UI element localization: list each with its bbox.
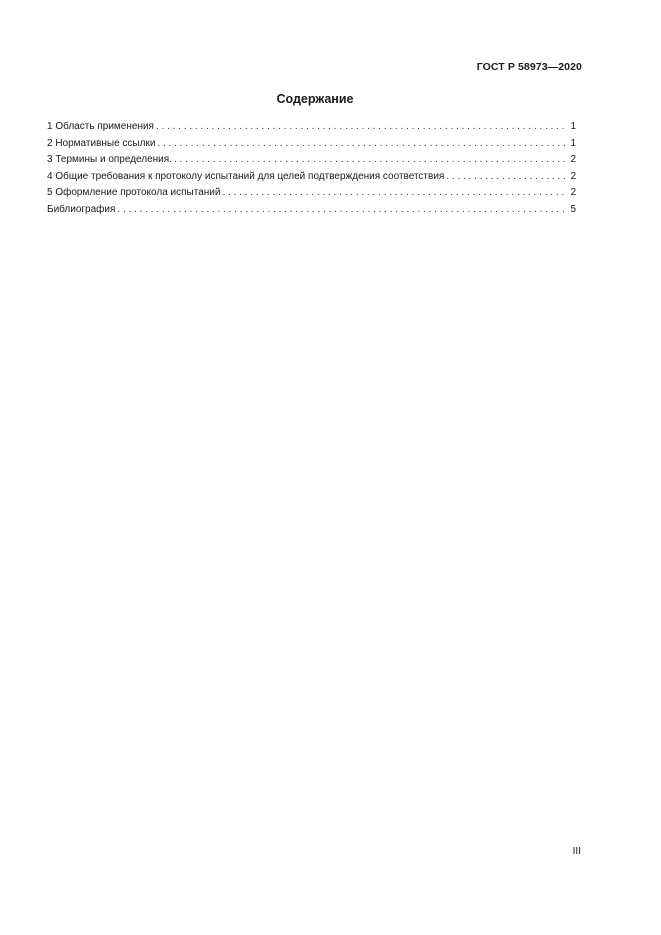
toc-entry-label: Библиография bbox=[47, 203, 116, 215]
toc-entry-page: 2 bbox=[570, 187, 576, 198]
toc-entry-normative-references[interactable] bbox=[47, 136, 576, 153]
toc-leader-dots bbox=[157, 136, 568, 153]
toc-title: Содержание bbox=[276, 92, 354, 106]
toc-entry-terms[interactable] bbox=[47, 152, 576, 169]
toc-entry-page: 1 bbox=[570, 137, 576, 149]
page-number: III bbox=[572, 846, 581, 857]
toc-entry-report-formatting[interactable] bbox=[47, 185, 576, 202]
toc-leader-dots bbox=[174, 152, 568, 169]
toc-entry-label: 5 Оформление протокола испытаний bbox=[47, 187, 221, 198]
toc-entry-label: 2 Нормативные ссылки bbox=[47, 137, 156, 149]
toc-leader-dots bbox=[446, 169, 568, 186]
toc-leader-dots bbox=[117, 202, 568, 219]
toc-entry-page: 2 bbox=[570, 170, 576, 182]
toc-entry-label: 1 Область применения bbox=[47, 121, 154, 132]
toc-leader-dots bbox=[156, 119, 568, 136]
toc-entry-page: 2 bbox=[570, 154, 576, 165]
toc-entry-label: 4 Общие требования к протоколу испытаний для целей подтверждения соответствия bbox=[47, 170, 445, 182]
document-code: ГОСТ Р 58973—2020 bbox=[476, 61, 582, 73]
toc-entry-general-requirements[interactable] bbox=[47, 169, 576, 186]
toc-entry-page: 5 bbox=[570, 203, 576, 215]
toc-entry-page: 1 bbox=[570, 121, 576, 132]
toc-entry-scope[interactable] bbox=[47, 119, 576, 136]
toc-entry-label: 3 Термины и определения. bbox=[47, 154, 172, 165]
toc-leader-dots bbox=[222, 185, 568, 202]
toc-entry-bibliography[interactable] bbox=[47, 202, 576, 219]
table-of-contents bbox=[47, 119, 576, 218]
